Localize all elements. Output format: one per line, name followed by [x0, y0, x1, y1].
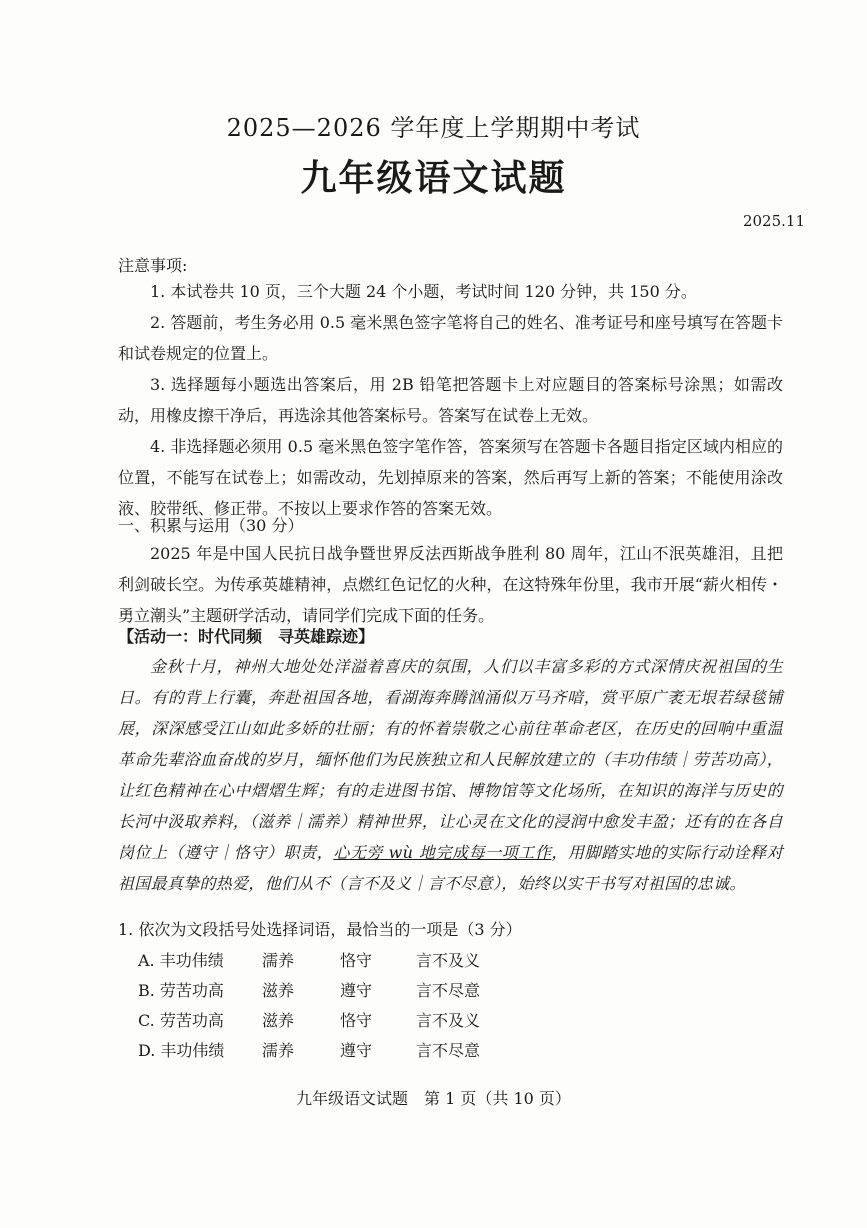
option-cell: 遵守	[340, 980, 373, 1000]
passage-text: 金秋十月，神州大地处处洋溢着喜庆的氛围，人们以丰富多彩的方式深情庆祝祖国的生日。有的背上行囊，奔赴祖国各地，看湖海奔腾汹涌似万马齐喑，赏平原广袤无垠若绿毯铺展，深深感受江山如此多娇的壮丽；有的怀着崇敬之心前往革命老区，在历史的回响中重温革命先辈浴血奋战的岁月，缅怀他们为民族独立和人民解放建立的（丰功伟绩｜劳苦功高），让红色精神在心中熠熠生辉；有的走进图书馆、博物馆等文化场所，在知识的海洋与历史的长河中汲取养料，（滋养｜濡养）精神世界，让心灵在文化的浸润中愈发丰盈；还有的在各自岗位上（遵守｜恪守）职责，	[118, 657, 783, 862]
note-item: 3. 选择题每小题选出答案后，用 2B 铅笔把答题卡上对应题目的答案标号涂黑；如需改动，用橡皮擦干净后，再选涂其他答案标号。答案写在试卷上无效。	[118, 375, 783, 425]
note-item: 1. 本试卷共 10 页，三个大题 24 个小题，考试时间 120 分钟，共 150 分。	[150, 282, 697, 301]
option-cell: 恪守	[340, 950, 373, 970]
option-row-c	[138, 1004, 536, 1034]
option-cell: A. 丰功伟绩	[138, 950, 224, 970]
option-cell: 言不及义	[416, 1010, 481, 1030]
option-cell: 濡养	[262, 1040, 295, 1060]
option-row-a	[138, 944, 536, 974]
option-row-d	[138, 1034, 536, 1064]
exam-date: 2025.11	[742, 212, 805, 230]
passage-text: ，用脚踏实地的实际行动诠释对祖国最真挚的热爱，他们从不（言不及义｜言不尽意），始终以实干书写对祖国的忠诚。	[118, 843, 783, 893]
answer-options	[138, 944, 536, 1064]
option-cell: D. 丰功伟绩	[138, 1040, 225, 1060]
exam-title: 九年级语文试题	[300, 157, 567, 199]
activity-heading: 【活动一：时代同频 寻英雄踪迹】	[118, 627, 375, 646]
reading-passage	[118, 651, 783, 899]
section-intro: 2025 年是中国人民抗日战争暨世界反法西斯战争胜利 80 周年，江山不泯英雄泪，且把利剑破长空。为传承英雄精神，点燃红色记忆的火种，在这特殊年份里，我市开展“薪火相传・勇立潮头”主题研学活动，请同学们完成下面的任务。	[118, 544, 783, 625]
question-1: 1. 依次为文段括号处选择词语，最恰当的一项是（3 分）	[118, 920, 522, 939]
option-cell: B. 劳苦功高	[138, 980, 224, 1000]
notes-heading: 注意事项:	[118, 256, 188, 275]
option-cell: C. 劳苦功高	[138, 1010, 224, 1030]
passage-underlined-text: 心无旁 wù 地完成每一项工作	[333, 843, 552, 862]
note-item: 4. 非选择题必须用 0.5 毫米黑色签字笔作答，答案须写在答题卡各题目指定区域内相应的位置，不能写在试卷上；如需改动，先划掉原来的答案，然后再写上新的答案；不能使用涂改液、胶带纸、修正带。不按以上要求作答的答案无效。	[118, 437, 783, 518]
option-cell: 滋养	[262, 1010, 295, 1030]
option-cell: 滋养	[262, 980, 295, 1000]
option-cell: 言不尽意	[416, 1040, 481, 1060]
note-item: 2. 答题前，考生务必用 0.5 毫米黑色签字笔将自己的姓名、准考证号和座号填写在答题卡和试卷规定的位置上。	[118, 313, 783, 363]
option-cell: 言不尽意	[416, 980, 481, 1000]
notes-list	[118, 276, 783, 524]
option-row-b	[138, 974, 536, 1004]
option-cell: 遵守	[340, 1040, 373, 1060]
page-footer: 九年级语文试题 第 1 页（共 10 页）	[296, 1089, 571, 1108]
option-cell: 言不及义	[416, 950, 481, 970]
option-cell: 濡养	[262, 950, 295, 970]
exam-subtitle: 2025—2026 学年度上学期期中考试	[226, 114, 641, 142]
section-heading: 一、积累与运用（30 分）	[118, 516, 304, 535]
option-cell: 恪守	[340, 1010, 373, 1030]
